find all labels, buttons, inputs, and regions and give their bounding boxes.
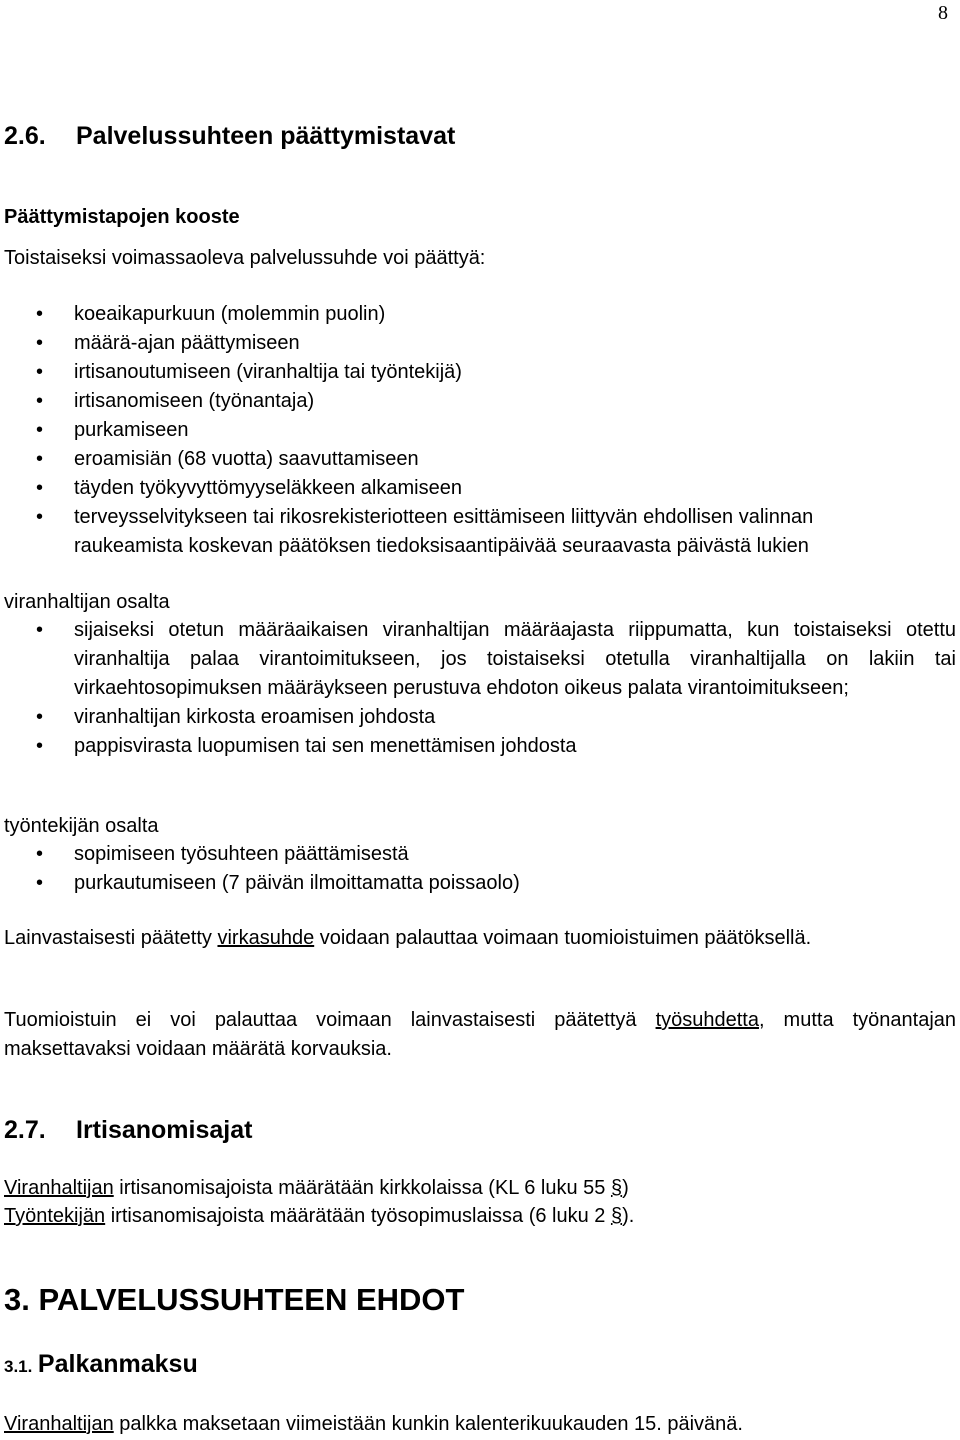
section-title: Palkanmaksu	[37, 1350, 198, 1378]
section-number: 2.6.	[4, 122, 46, 150]
tyosuhdetta-link[interactable]: työsuhdetta	[655, 1009, 759, 1031]
section-heading-2-6	[4, 122, 455, 151]
list-item-continuation: raukeamista koskevan päätöksen tiedoksisaantipäivää seuraavasta päivästä lukien	[74, 535, 809, 557]
tyontekija-label: työntekijän osalta	[4, 815, 159, 837]
list-item: • täyden työkyvyttömyyseläkkeen alkamiseen	[0, 474, 813, 503]
list-item: • sijaiseksi otetun määräaikaisen viranhaltijan määräajasta riippumatta, kun toistaiseksi otettu viranhaltija palaa virantoimitukseen, jos toistaiseksi otetulla viranhaltijalla on lakiin tai virkaehtosopimuksen määräykseen perustuva ehdoton oikeus palata virantoimitukseen;	[0, 616, 956, 703]
list-item: • purkamiseen	[0, 416, 813, 445]
section-heading-2-7	[4, 1116, 252, 1145]
summary-heading: Päättymistapojen kooste	[4, 206, 240, 228]
viranhaltija-label: viranhaltijan osalta	[4, 591, 170, 613]
section-number: 3.1.	[4, 1357, 33, 1376]
virkasuhde-link[interactable]: virkasuhde	[217, 927, 315, 949]
tyontekijan-link[interactable]: Työntekijän	[4, 1205, 106, 1227]
viranhaltija-list	[0, 616, 956, 761]
list-item: • viranhaltijan kirkosta eroamisen johdosta	[0, 703, 956, 732]
list-item: • purkautumiseen (7 päivän ilmoittamatta poissaolo)	[0, 869, 520, 898]
list-item: • pappisvirasta luopumisen tai sen menettämisen johdosta	[0, 732, 956, 761]
general-list	[0, 300, 813, 532]
section-title: Palvelussuhteen päättymistavat	[76, 122, 456, 150]
list-item: • eroamisiän (68 vuotta) saavuttamiseen	[0, 445, 813, 474]
viranhaltijan-link[interactable]: Viranhaltijan	[4, 1177, 114, 1199]
intro-text: Toistaiseksi voimassaoleva palvelussuhde voi päättyä:	[4, 247, 486, 269]
section-number: 2.7.	[4, 1116, 46, 1144]
list-item: • terveysselvitykseen tai rikosrekisteriotteen esittämiseen liittyvän ehdollisen valinnan	[0, 503, 813, 532]
list-item: • koeaikapurkuun (molemmin puolin)	[0, 300, 813, 329]
list-item: • irtisanomiseen (työnantaja)	[0, 387, 813, 416]
chapter-heading-3: 3. PALVELUSSUHTEEN EHDOT	[4, 1282, 465, 1317]
section-heading-3-1	[4, 1350, 198, 1379]
paragraph-tyosuhde: Tuomioistuin ei voi palauttaa voimaan lainvastaisesti päätettyä työsuhdetta, mutta työnantajan maksettavaksi voidaan määrätä korvauksia.	[4, 1009, 957, 1060]
irtisanomisajat-tyontekija: Työntekijän irtisanomisajoista määrätään työsopimuslaissa (6 luku 2 §).	[4, 1205, 635, 1227]
irtisanomisajat-viranhaltija: Viranhaltijan irtisanomisajoista määrätään kirkkolaissa (KL 6 luku 55 §)	[4, 1177, 629, 1199]
palkanmaksu-text: Viranhaltijan palkka maksetaan viimeistään kunkin kalenterikuukauden 15. päivänä.	[4, 1413, 743, 1435]
paragraph-virkasuhde: Lainvastaisesti päätetty virkasuhde voidaan palauttaa voimaan tuomioistuimen päätöksellä.	[4, 927, 812, 949]
viranhaltijan-link[interactable]: Viranhaltijan	[4, 1413, 114, 1435]
tyontekija-list	[0, 840, 520, 898]
section-title: Irtisanomisajat	[76, 1116, 253, 1144]
list-item: • määrä-ajan päättymiseen	[0, 329, 813, 358]
list-item: • sopimiseen työsuhteen päättämisestä	[0, 840, 520, 869]
list-item: • irtisanoutumiseen (viranhaltija tai työntekijä)	[0, 358, 813, 387]
page-number: 8	[938, 2, 948, 24]
